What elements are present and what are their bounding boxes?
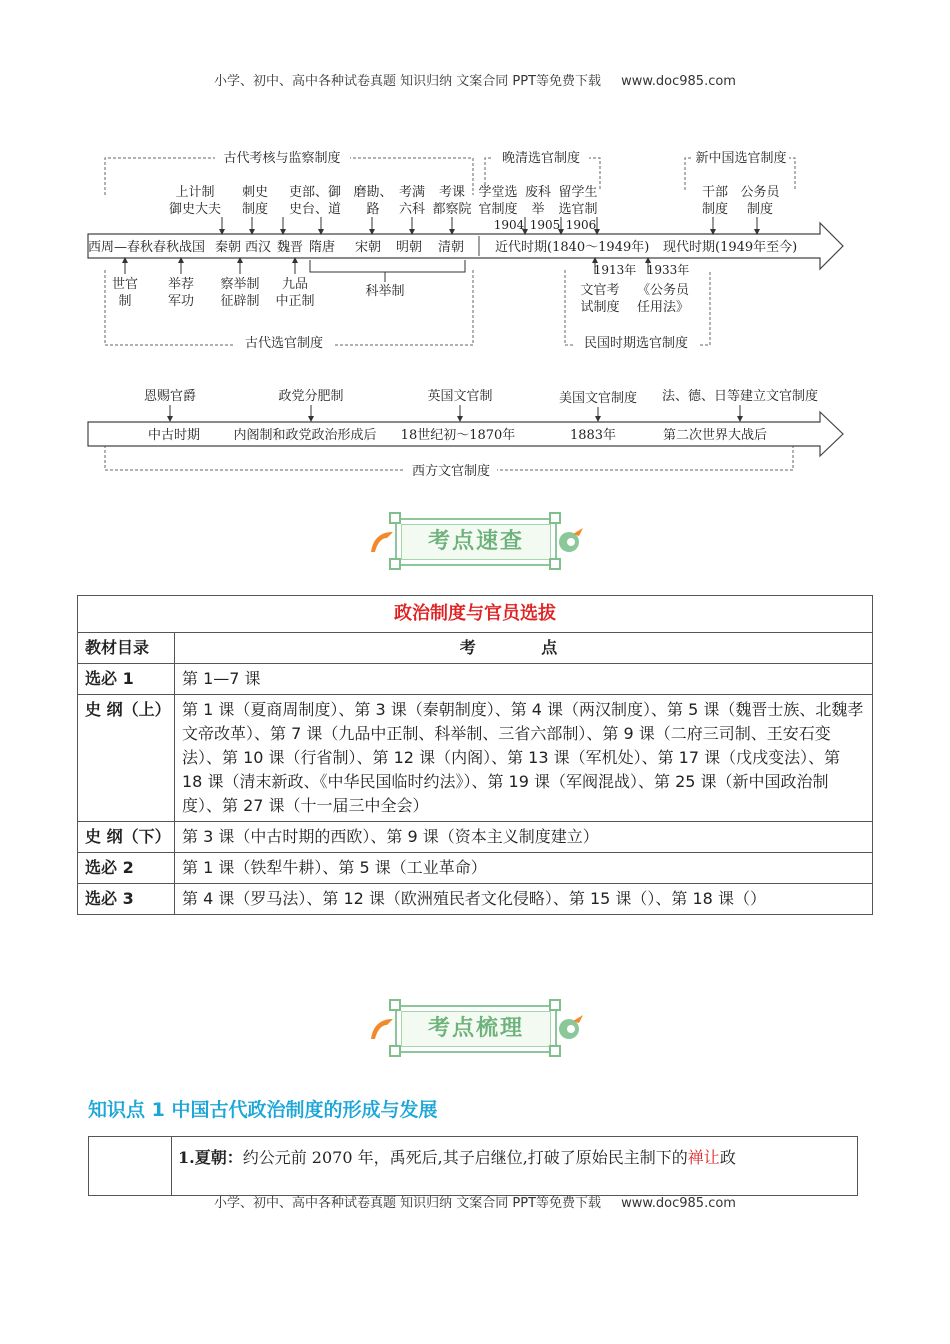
year-1933: 1933年 [646,263,690,277]
label-jujian-2: 军功 [167,294,195,309]
label-chaju: 察举制 [220,277,260,292]
axis-zhonggu: 中古时期 [147,428,201,443]
group-republic: 民国时期选官制度 [583,336,689,351]
corner [389,999,401,1011]
knowledge-cell-left [89,1137,172,1196]
group-western: 西方文官制度 [411,464,491,479]
label-shiguan-2: 制 [118,294,132,309]
row-content: 第 4 课（罗马法）、第 12 课（欧洲殖民者文化侵略）、第 15 课（）、第 18 课（） [175,884,873,915]
year-1906: 1906 [565,218,597,232]
axis-song: 宋朝 [355,240,382,255]
axis-qin: 秦朝 [215,240,242,255]
table-title: 政治制度与官员选拔 [78,596,873,633]
row-content: 第 1 课（夏商周制度）、第 3 课（秦朝制度）、第 4 课（两汉制度）、第 5 课（魏晋士族、北魏孝文帝改革）、第 7 课（九品中正制、科举制、三省六部制）、第 9 课（二府三司制、王安石变法）、第 10 课（行省制）、第 12 课（内阁）、第 13 课（军机处）、第 17 课（戊戌变法）、第 18 课（清末新政、《中华民国临时约法》）、第 19 课（军阀混战）、第 25 课（新中国政治制度）、第 27 课（十一届三中全会） [175,695,873,822]
row-content: 第 1—7 课 [175,664,873,695]
label-feike: 废科 [524,185,552,200]
label-keju: 科举制 [365,284,405,299]
item-end: 政 [719,1148,736,1167]
label-libu: 吏部、御 [288,185,342,200]
label-gongwu-2: 制度 [746,202,774,217]
group-new-china: 新中国选官制度 [695,151,787,166]
axis-yingguo: 18世纪初～1870年 [400,428,516,443]
badge-text: 考点速查 [427,529,524,554]
axis-1883: 1883年 [569,428,617,443]
corner [389,1045,401,1057]
label-meiguo: 美国文官制度 [558,391,638,406]
swoosh-icon [367,526,395,556]
label-wenguan: 文官考 [580,283,620,298]
label-shiguan: 世官 [111,277,139,292]
item-head: 夏朝： [194,1148,243,1167]
table-row [78,695,873,822]
label-kaoke-2: 都察院 [432,202,472,217]
label-kaoman: 考满 [398,185,426,200]
corner [549,512,561,524]
axis-xiandai: 现代时期(1949年至今) [663,240,798,255]
label-jiupin: 九品 [281,277,309,292]
label-libu-2: 史台、道 [288,202,342,217]
year-1913: 1913年 [593,263,637,277]
group-late-qing: 晚清选官制度 [501,151,581,166]
row-label: 选必 3 [78,884,175,915]
page-footer [0,1192,950,1211]
badge-box [395,518,557,566]
group-ancient-selection: 古代选官制度 [244,336,324,351]
label-ganbu-2: 制度 [701,202,729,217]
axis-jindai: 近代时期(1840～1949年) [495,240,650,255]
label-zhengdang: 政党分肥制 [278,389,344,404]
badge-box [395,1005,557,1053]
group-ancient-assessment: 古代考核与监察制度 [223,151,341,166]
table-header-catalog: 教材目录 [78,633,175,664]
label-mokan-2: 路 [366,202,380,217]
label-gongwu: 公务员 [740,185,780,200]
row-label: 史 纲（下） [78,822,175,853]
label-wenguan-2: 试制度 [580,300,620,315]
badge-kaodian-suchao [365,510,585,574]
axis-neige: 内阁制和政党政治形成后 [233,428,377,443]
header-text: 小学、初中、高中各种试卷真题 知识归纳 文案合同 PPT等免费下载 [214,74,602,89]
label-liuxue: 留学生 [558,185,598,200]
label-encijuewei: 恩赐官爵 [143,389,197,404]
badge-text: 考点梳理 [427,1016,524,1041]
item-number: 1. [178,1148,195,1167]
knowledge-cell-right [172,1137,858,1196]
label-shangji: 上计制 [175,185,215,200]
item-text: 约公元前 2070 年，禹死后,其子启继位,打破了原始民主制下的 [242,1148,688,1167]
item-red-text: 禅让 [687,1148,720,1167]
row-content: 第 3 课（中古时期的西欧）、第 9 课（资本主义制度建立） [175,822,873,853]
row-label: 史 纲（上） [78,695,175,822]
axis-qing: 清朝 [438,240,465,255]
label-liuxue-2: 选官制 [558,202,598,217]
label-chaju-2: 征辟制 [220,294,260,309]
knowledge-table [88,1136,858,1196]
corner [549,999,561,1011]
label-fadeli: 法、德、日等建立文官制度 [661,389,819,404]
label-kaoke: 考课 [438,185,466,200]
axis-xihan: 西汉 [245,240,272,255]
corner [549,1045,561,1057]
label-xuetang-2: 官制度 [478,202,518,217]
section-title: 知识点 1 中国古代政治制度的形成与发展 [88,1099,438,1121]
year-1904: 1904 [493,218,525,232]
header-url[interactable]: www.doc985.com [621,74,736,89]
label-kaoman-2: 六科 [398,202,426,217]
axis-suitang: 隋唐 [309,240,336,255]
label-yushidafu: 御史大夫 [168,202,222,217]
label-cishi-2: 制度 [241,202,269,217]
footer-text: 小学、初中、高中各种试卷真题 知识归纳 文案合同 PPT等免费下载 [214,1196,602,1211]
axis-xizhou: 西周—春秋 [88,240,154,255]
label-xuetang: 学堂选 [478,185,518,200]
table-row [78,884,873,915]
badge-kaodian-shuli [365,997,585,1061]
leaf-circle-icon [557,1013,585,1043]
label-feike-2: 举 [531,202,545,217]
table-row [78,822,873,853]
label-gwyf: 《公务员 [636,283,690,298]
swoosh-icon [367,1013,395,1043]
label-mokan: 磨勘、 [353,185,393,200]
leaf-circle-icon [557,526,585,556]
row-content: 第 1 课（铁犁牛耕）、第 5 课（工业革命） [175,853,873,884]
table-header-kaodian: 考 点 [175,633,873,664]
axis-weijin: 魏晋 [277,240,304,255]
table-row [78,853,873,884]
china-official-timeline [85,150,865,355]
corner [549,558,561,570]
axis-ming: 明朝 [396,240,423,255]
label-jujian: 举荐 [167,277,195,292]
axis-chunqiu: 春秋战国 [153,240,206,255]
label-yingguo: 英国文官制 [427,389,493,404]
policy-table [77,595,873,915]
label-gwyf-2: 任用法》 [636,300,690,315]
footer-url[interactable]: www.doc985.com [621,1196,736,1211]
table-row [78,664,873,695]
page-header [0,70,950,89]
label-jiupin-2: 中正制 [275,294,315,309]
corner [389,558,401,570]
western-civil-service-timeline [85,385,865,480]
axis-erzhan: 第二次世界大战后 [662,428,768,443]
row-label: 选必 2 [78,853,175,884]
row-label: 选必 1 [78,664,175,695]
label-ganbu: 干部 [701,185,729,200]
label-cishi: 刺史 [241,185,269,200]
year-1905: 1905 [529,218,561,232]
corner [389,512,401,524]
